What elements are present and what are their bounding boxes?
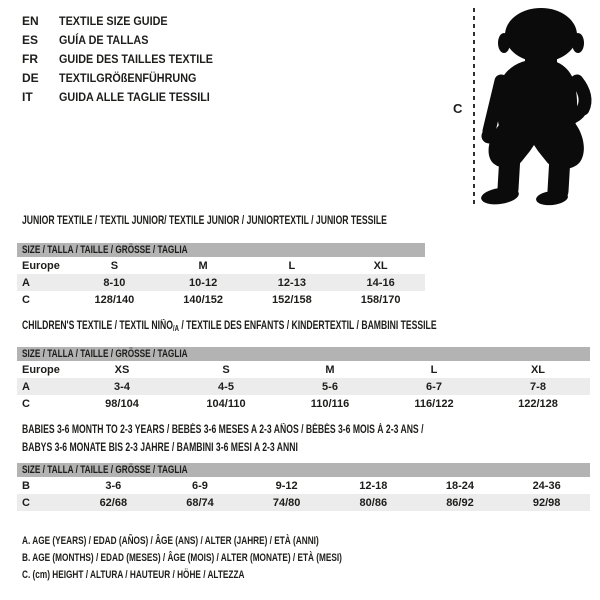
size-cell: XS	[114, 363, 130, 376]
lang-title: TEXTILGRÖßENFÜHRUNG	[59, 70, 197, 85]
height-cell: 86/92	[417, 494, 504, 511]
height-cell: 92/98	[503, 494, 590, 511]
height-cell: 140/152	[183, 293, 223, 306]
height-cell: 152/158	[271, 293, 312, 306]
row-label: B	[22, 479, 30, 492]
table-row-months	[17, 477, 590, 494]
size-cell: M	[325, 363, 335, 376]
age-cell: 7-8	[486, 378, 590, 395]
size-cell: L	[430, 363, 438, 376]
size-cell: M	[198, 259, 208, 272]
lang-code: EN	[22, 13, 39, 28]
size-cell: XL	[373, 259, 388, 272]
children-size-table	[17, 347, 590, 412]
table-row-height	[17, 494, 590, 511]
lang-row-fr	[22, 49, 230, 68]
height-cell: 74/80	[243, 494, 330, 511]
months-cell: 6-9	[192, 479, 208, 492]
size-header-row	[17, 347, 590, 361]
lang-row-es	[22, 30, 230, 49]
table-row-europe	[17, 257, 425, 274]
language-title-list	[22, 11, 230, 106]
table-row-age	[17, 274, 425, 291]
lang-code: ES	[22, 32, 39, 47]
lang-row-de	[22, 68, 230, 87]
size-header-row	[17, 463, 590, 477]
height-cell: 62/68	[70, 494, 157, 511]
lang-code: IT	[22, 89, 33, 104]
note-age-years: A. AGE (YEARS) / EDAD (AÑOS) / ÂGE (ANS) / ALTER (JAHRE) / ETÀ (ANNI)	[22, 535, 319, 547]
size-header-row	[17, 243, 425, 257]
size-header-label: SIZE / TALLA / TAILLE / GRÖSSE / TAGLIA	[22, 348, 188, 360]
row-label: Europe	[22, 363, 60, 376]
age-cell: 8-10	[70, 274, 159, 291]
note-height-cm: C. (cm) HEIGHT / ALTURA / HAUTEUR / HÖHE / ALTEZZA	[22, 569, 245, 581]
table-row-age	[17, 378, 590, 395]
table-row-europe	[17, 361, 590, 378]
row-label: C	[17, 494, 70, 511]
months-cell: 9-12	[275, 479, 298, 492]
children-section-title: CHILDREN'S TEXTILE / TEXTIL NIÑO/A / TEXTILE DES ENFANTS / KINDERTEXTIL / BAMBINI TESSILE	[22, 320, 437, 333]
size-cell: S	[110, 259, 119, 272]
size-header-label: SIZE / TALLA / TAILLE / GRÖSSE / TAGLIA	[22, 244, 188, 256]
months-cell: 24-36	[532, 479, 561, 492]
height-cell: 116/122	[414, 397, 454, 410]
age-cell: 5-6	[278, 378, 382, 395]
size-header-label: SIZE / TALLA / TAILLE / GRÖSSE / TAGLIA	[22, 464, 188, 476]
months-cell: 12-18	[359, 479, 388, 492]
age-cell: 3-4	[70, 378, 174, 395]
height-cell: 158/170	[360, 293, 401, 306]
height-cell: 80/86	[330, 494, 417, 511]
lang-title: GUÍA DE TALLAS	[59, 32, 149, 47]
age-cell: 12-13	[248, 274, 337, 291]
months-cell: 18-24	[445, 479, 475, 492]
nino-a-subscript: /A	[172, 324, 179, 333]
height-cell: 128/140	[94, 293, 135, 306]
height-cell: 122/128	[518, 397, 558, 410]
height-measure-label: C	[453, 101, 463, 116]
age-cell: 6-7	[382, 378, 486, 395]
row-label: C	[22, 293, 30, 306]
height-cell: 68/74	[157, 494, 244, 511]
lang-title: GUIDA ALLE TAGLIE TESSILI	[59, 89, 210, 104]
size-cell: XL	[530, 363, 546, 376]
size-cell: S	[222, 363, 230, 376]
junior-size-table	[17, 243, 425, 308]
row-label: A	[17, 378, 70, 395]
height-cell: 104/110	[206, 397, 246, 410]
toddler-silhouette-icon	[479, 5, 595, 207]
table-row-height	[17, 291, 425, 308]
babies-section-title: BABIES 3-6 MONTH TO 2-3 YEARS / BEBÉS 3-6 MESES A 2-3 AÑOS / BÉBÉS 3-6 MOIS À 2-3 ANS / BABYS 3-6 MONATE BIS 2-3 JAHRE / BAMBINI 3-6 MESI A 2-3 ANNI	[22, 424, 424, 454]
height-cell: 98/104	[105, 397, 139, 410]
size-cell: L	[288, 259, 296, 272]
lang-row-it	[22, 87, 230, 106]
row-label: C	[22, 397, 30, 410]
legend-notes	[22, 535, 449, 586]
lang-code: DE	[22, 70, 39, 85]
lang-title: TEXTILE SIZE GUIDE	[59, 13, 168, 28]
row-label: Europe	[22, 259, 60, 272]
height-cell: 110/116	[310, 397, 350, 410]
table-row-height	[17, 395, 590, 412]
lang-row-en	[22, 11, 230, 30]
note-age-months: B. AGE (MONTHS) / EDAD (MESES) / ÂGE (MOIS) / ALTER (MONATE) / ETÀ (MESI)	[22, 552, 342, 564]
age-cell: 4-5	[174, 378, 278, 395]
age-cell: 10-12	[159, 274, 248, 291]
lang-code: FR	[22, 51, 38, 66]
months-cell: 3-6	[105, 479, 122, 492]
age-cell: 14-16	[336, 274, 425, 291]
lang-title: GUIDE DES TAILLES TEXTILE	[59, 51, 214, 66]
dashed-height-line	[472, 8, 476, 208]
row-label: A	[17, 274, 70, 291]
babies-size-table	[17, 463, 590, 511]
junior-section-title: JUNIOR TEXTILE / TEXTIL JUNIOR/ TEXTILE JUNIOR / JUNIORTEXTIL / JUNIOR TESSILE	[22, 215, 387, 227]
